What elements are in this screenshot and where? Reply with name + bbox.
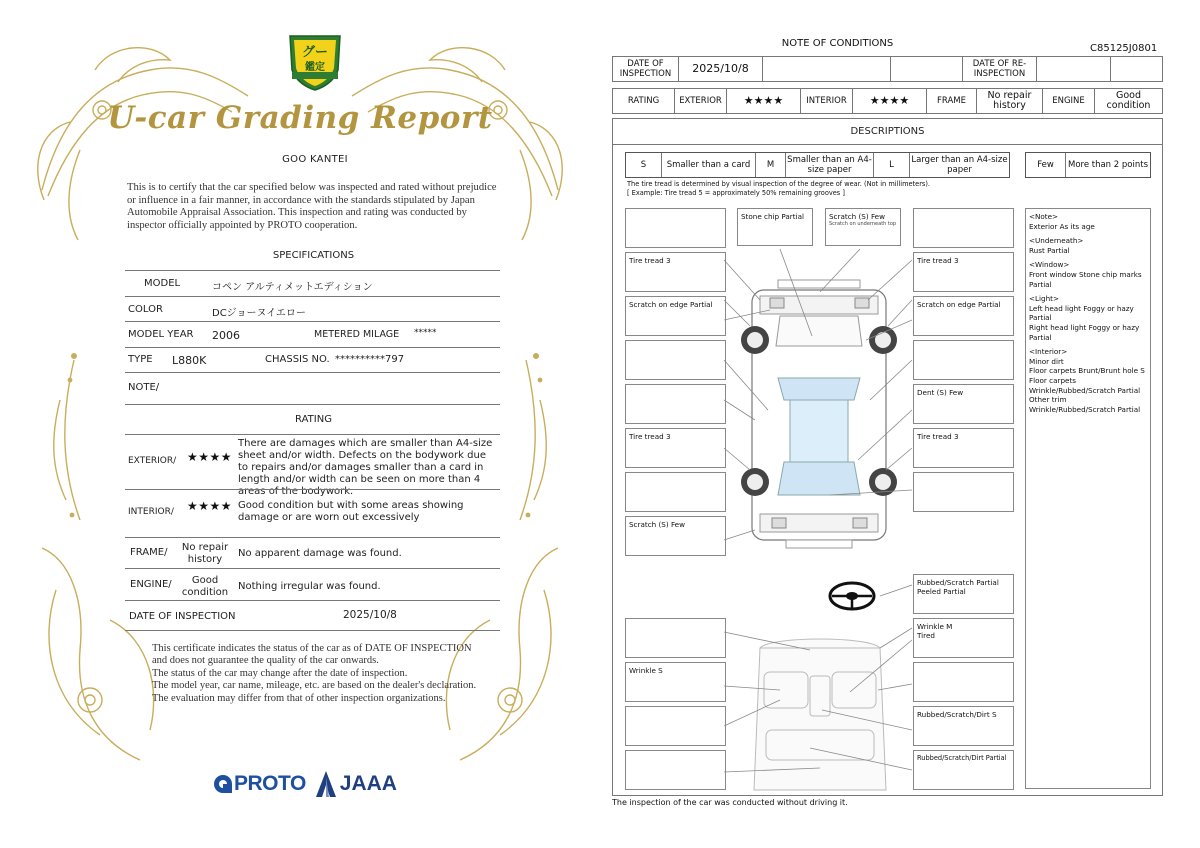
mileage-value: ***** [414,328,437,338]
note-line: <Interior> [1029,347,1068,357]
condition-text: Tire tread 3 [917,256,959,265]
note-line: Floor carpets Brunt/Brunt hole S [1029,366,1145,376]
blank-cell [763,57,891,81]
date-of-inspection-label: DATE OF INSPECTION [613,57,679,81]
condition-text: Rubbed/Scratch/Dirt S [917,710,997,719]
condition-box-left-scratch-edge [625,296,726,336]
jaaa-logo-text: JAAA [339,772,397,795]
condition-box-empty [625,750,726,790]
condition-box-left-tire-front [625,252,726,292]
size-text-m: Smaller than an A4-size paper [786,153,874,177]
descriptions-panel [612,118,1163,796]
divider [125,347,500,348]
divider [125,537,500,538]
condition-text: Scratch on edge Partial [917,300,1001,309]
engine-value: Good condition [181,575,229,598]
tire-tread-note [627,180,930,198]
condition-box-empty [913,340,1014,380]
jaaa-mark-icon [316,771,336,797]
interior-stars: ★★★★ [853,89,927,113]
condition-box-stone-chip [737,208,813,246]
disclaimer-line: The status of the car may change after the date of inspection. [152,667,408,679]
note-line: Exterior As its age [1029,221,1095,231]
blank-cell [1111,57,1162,81]
badge-mid-text: 鑑定 [305,62,325,73]
exterior-stars: ★★★★ [727,89,801,113]
reinspection-label: DATE OF RE-INSPECTION [963,57,1037,81]
note-line: Left head light Foggy or hazy Partial [1029,303,1134,323]
chassis-value: **********797 [335,354,405,365]
footer-logos [212,770,397,798]
few-text: More than 2 points [1067,160,1148,170]
model-year-value: 2006 [212,329,240,342]
disclaimer-line: This certificate indicates the status of the car as of DATE OF INSPECTION and does not guarantee the quality of the car onwards. [152,643,472,667]
size-code-l: L [874,153,910,177]
note-line: Other trim Wrinkle/Rubbed/Scratch Partial [1029,395,1141,414]
condition-box-empty [913,472,1014,512]
condition-text: Rubbed/Scratch Partial [917,578,999,587]
exterior-label: EXTERIOR [675,89,727,113]
rating-label: RATING [613,89,675,113]
engine-label: ENGINE [1043,89,1095,113]
note-line: <Light> [1029,294,1059,304]
condition-box-empty [625,340,726,380]
model-year-label: MODEL YEAR [128,329,194,340]
condition-text: Peeled Partial [917,587,966,596]
goo-kantei-badge-icon [286,30,344,92]
size-key-table [625,152,1010,178]
blank-cell [891,57,963,81]
note-of-conditions [610,0,1200,848]
condition-text: Scratch on edge Partial [629,300,713,309]
condition-box-empty [625,618,726,658]
notes-panel [1025,208,1151,789]
few-key-table [1025,152,1151,178]
interior-stars: ★★★★ [187,499,233,513]
chassis-label: CHASSIS NO. [265,354,330,365]
size-code-m: M [756,153,786,177]
exterior-stars: ★★★★ [187,450,233,464]
note-line: Front window Stone chip marks Partial [1029,269,1142,289]
condition-box-right-scratch-edge [913,296,1014,336]
reinspection-value [1037,57,1111,81]
engine-value: Good condition [1106,90,1151,111]
date-table [612,56,1163,82]
note-line: <Note> [1029,212,1059,221]
frame-value: No repair history [977,89,1043,113]
date-of-inspection-value: 2025/10/8 [343,609,397,621]
proto-mark-icon [212,773,234,795]
specifications-heading: SPECIFICATIONS [272,250,355,261]
condition-text: Tired [917,631,935,640]
few-code: Few [1026,153,1066,177]
date-of-inspection-label: DATE OF INSPECTION [129,611,236,622]
engine-label: ENGINE/ [130,579,172,590]
size-code-s: S [626,153,662,177]
condition-text: Tire tread 3 [629,432,671,441]
condition-box-scratch-top [825,208,901,246]
report-code: C85125J0801 [1090,43,1158,54]
exterior-description: There are damages which are smaller than A4-size sheet and/or width. Defects on the bodywork due to repairs and/or damages smaller than a card in length and/or width can be seen on more than 4 areas of the bodywork. [238,438,493,497]
divider [125,321,500,322]
tire-note-line: [ Example: Tire tread 5 = approximately 50% remaining grooves ] [627,189,845,197]
condition-box-interior-front [913,618,1014,658]
condition-text: Dent (S) Few [917,388,964,397]
jaaa-logo [316,771,397,797]
condition-box-steering [913,574,1014,614]
issuer-name: GOO KANTEI [282,154,348,165]
tire-note-line: The tire tread is determined by visual inspection of the degree of wear. (Not in millimeters). [627,180,931,188]
note-line: Right head light Foggy or hazy Partial [1029,322,1140,342]
divider [125,489,500,490]
certificate-title: U-car Grading Report [107,100,493,136]
condition-box-interior-wrinkle [625,662,726,702]
disclaimer-line: The model year, car name, mileage, etc. are based on the dealer's declaration. [152,680,477,692]
color-label: COLOR [128,304,163,315]
condition-box-interior-rubbed-partial [913,750,1014,790]
interior-label: INTERIOR/ [128,507,174,517]
interior-description: Good condition but with some areas showing damage or are worn out excessively [238,500,464,523]
interior-label: INTERIOR [801,89,853,113]
condition-box-right-tire-rear [913,428,1014,468]
divider [125,600,500,601]
note-line: Floor carpets Wrinkle/Rubbed/Scratch Partial [1029,375,1141,395]
condition-box-left-tire-rear [625,428,726,468]
inspection-footer-note: The inspection of the car was conducted without driving it. [612,798,848,807]
divider [125,568,500,569]
date-of-inspection-value: 2025/10/8 [679,57,763,81]
disclaimer-line: The evaluation may differ from that of other inspection organizations. [152,692,446,704]
note-line: Rust Partial [1029,245,1070,255]
type-label: TYPE [128,354,153,365]
proto-logo-text: PROTO [234,772,306,795]
type-value: L880K [172,354,207,367]
disclaimer [152,643,482,705]
condition-subtext: Scratch on underneath top [829,221,897,227]
note-line: <Underneath> [1029,236,1084,246]
condition-text: Scratch (S) Few [829,212,885,221]
certification-statement: This is to certify that the car specified below was inspected and rated without prejudice or influence in a fair manner, in accordance with the standards stipulated by Japan Automobile Appraisal Association. This inspection and rating was conducted by inspector officially appointed by PROTO cooperation. [127,182,497,231]
model-value: コペン アルティメットエディション [212,282,373,293]
engine-description: Nothing irregular was found. [238,581,381,592]
condition-text: Tire tread 3 [917,432,959,441]
condition-text: Rubbed/Scratch/Dirt Partial [917,754,1007,762]
color-value: DCジョーヌイエロー [212,308,306,319]
frame-label: FRAME [927,89,977,113]
frame-label: FRAME/ [130,547,168,558]
note-label: NOTE/ [128,382,160,393]
rating-table [612,88,1163,114]
model-label: MODEL [144,278,181,289]
size-text-l: Larger than an A4-size paper [911,155,1008,175]
condition-box-empty [913,208,1014,248]
condition-box-interior-rubbed [913,706,1014,746]
frame-value: No repair history [181,542,229,565]
note-line: <Window> [1029,260,1070,270]
condition-box-left-rear-scratch [625,516,726,556]
divider [125,630,500,631]
condition-box-empty [625,706,726,746]
size-text-s: Smaller than a card [662,153,756,177]
condition-text: Scratch (S) Few [629,520,685,529]
divider [125,296,500,297]
rating-heading: RATING [295,414,332,425]
frame-description: No apparent damage was found. [238,548,402,559]
condition-box-empty [625,472,726,512]
condition-text: Stone chip Partial [741,212,804,221]
divider [125,434,500,435]
descriptions-heading: DESCRIPTIONS [613,119,1162,145]
divider [125,404,500,405]
badge-top-text: グー [301,45,329,60]
condition-box-empty [913,662,1014,702]
mileage-label: METERED MILAGE [314,329,400,340]
divider [125,372,500,373]
condition-text: Wrinkle M [917,622,953,631]
condition-box-right-tire-front [913,252,1014,292]
exterior-label: EXTERIOR/ [128,456,177,466]
divider [125,270,500,271]
condition-box-right-dent [913,384,1014,424]
condition-box-empty [625,208,726,248]
condition-text: Tire tread 3 [629,256,671,265]
noc-title: NOTE OF CONDITIONS [781,38,894,49]
proto-logo [212,772,306,796]
condition-text: Wrinkle S [629,666,663,675]
condition-box-empty [625,384,726,424]
note-line: Minor dirt [1029,356,1064,366]
